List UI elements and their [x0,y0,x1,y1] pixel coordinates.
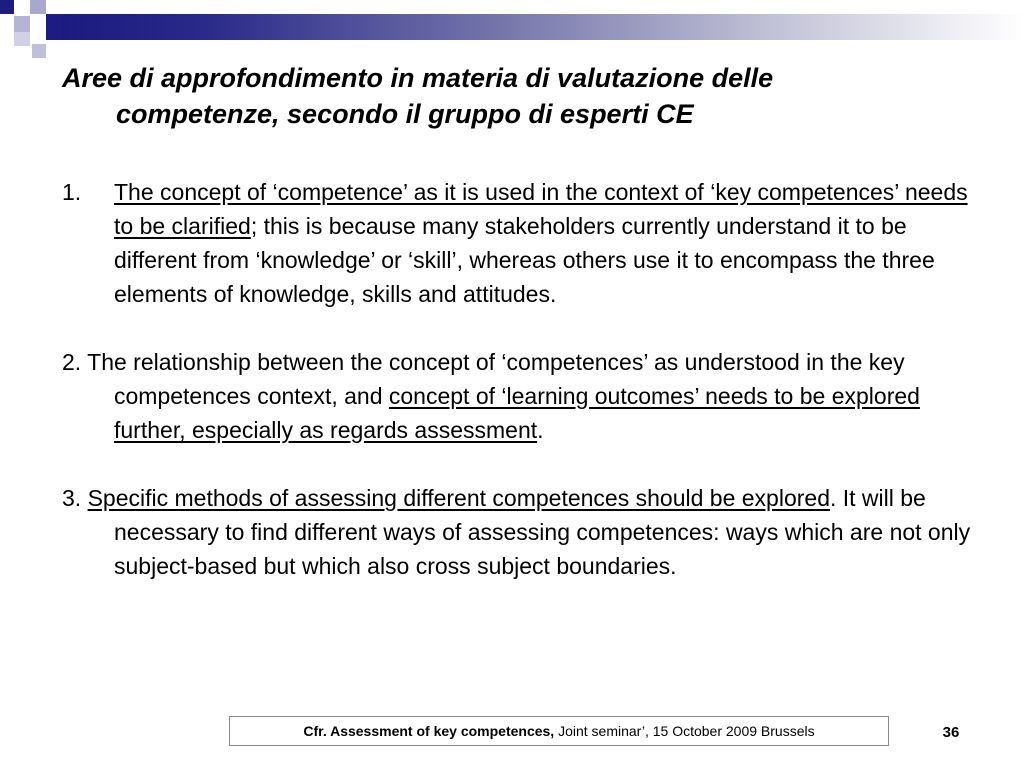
list-item-number: 1. [62,179,82,205]
decor-square [30,0,46,14]
decor-square [14,16,30,32]
item-text: 3. [62,485,88,511]
slide-title [62,60,982,132]
decor-square [46,14,62,40]
page-number: 36 [942,724,960,741]
underlined-text: The concept of ‘competence’ as it is used in the context of ‘key competences’ needs to be clarified [114,179,968,239]
footer-citation-bold: Cfr. Assessment of key competences, [303,723,555,739]
underlined-text: concept of ‘learning outcomes’ needs to be explored further, especially as regards assessment [114,383,920,443]
decor-square [14,0,28,14]
decor-square [14,32,30,46]
item-text: . It will be necessary to find different ways of assessing competences: ways which are not only subject-based but which also cross subject boundaries. [114,485,971,579]
list-item-2 [62,345,982,447]
footer-citation-text: Joint seminar’, 15 October 2009 Brussels [554,723,815,739]
list-item-1 [62,175,982,311]
item-text: . [537,417,544,443]
slide-body [62,175,982,583]
header-gradient-bar [62,14,1024,40]
slide-title-line-2: competenze, secondo il gruppo di esperti CE [116,99,694,129]
slide-title-line-1: Aree di approfondimento in materia di valutazione delle [62,63,774,93]
decor-square [32,44,46,58]
decor-square [48,0,62,14]
footer-citation [229,716,889,746]
header-decoration [0,0,1024,56]
decor-square [0,0,14,14]
underlined-text: Specific methods of assessing different competences should be explored [87,485,830,511]
decor-square [32,16,46,30]
item-text: ; this is because many stakeholders currently understand it to be different from ‘knowledge’ or ‘skill’, whereas others use it to encompass the three elements of knowledge, skills and attitudes. [114,213,935,307]
item-text: 2. The relationship between the concept of ‘competences’ as understood in the key competences context, and [62,349,905,409]
list-item-3 [62,481,982,583]
